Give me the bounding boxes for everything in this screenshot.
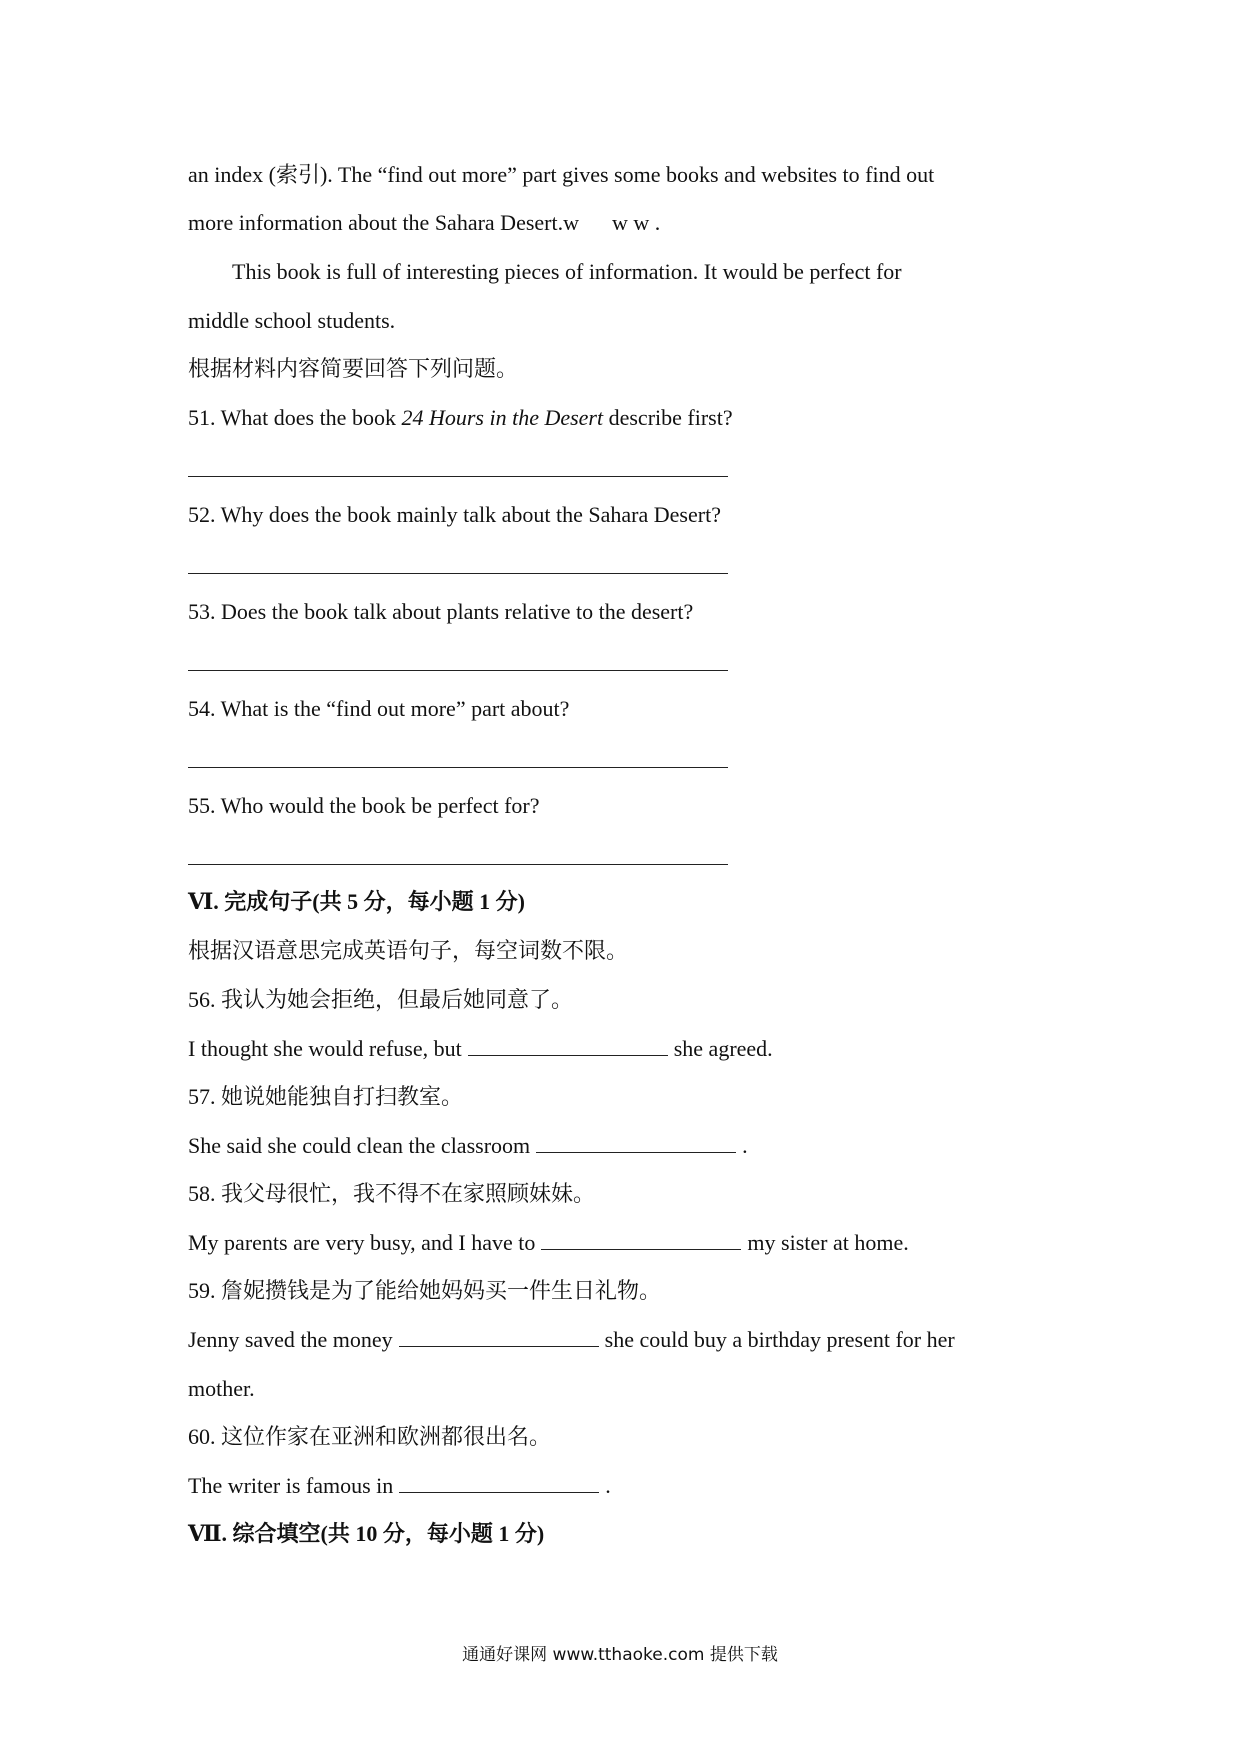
section6-heading: Ⅵ. 完成句子(共 5 分，每小题 1 分) xyxy=(188,889,525,914)
question-60-english xyxy=(188,1471,611,1501)
blank-56[interactable] xyxy=(468,1037,668,1056)
section5-instruction: 根据材料内容简要回答下列问题。 xyxy=(188,356,519,381)
answer-line-52[interactable] xyxy=(188,573,728,574)
blank-60[interactable] xyxy=(399,1474,599,1493)
question-54: 54. What is the “find out more” part about? xyxy=(188,696,570,721)
section6-instruction: 根据汉语意思完成英语句子，每空词数不限。 xyxy=(188,938,629,963)
question-58-start: My parents are very busy, and I have to xyxy=(188,1230,536,1255)
page-footer: 通通好课网 www.tthaoke.com 提供下载 xyxy=(462,1645,778,1665)
answer-line-54[interactable] xyxy=(188,767,728,768)
question-51-text: 51. What does the book xyxy=(188,405,402,430)
question-60-end: . xyxy=(605,1473,611,1498)
question-51-text-end: describe first? xyxy=(603,405,733,430)
question-60-start: The writer is famous in xyxy=(188,1473,394,1498)
question-59-end: she could buy a birthday present for her xyxy=(604,1327,955,1352)
question-60-chinese: 60. 这位作家在亚洲和欧洲都很出名。 xyxy=(188,1424,552,1449)
answer-line-51[interactable] xyxy=(188,476,728,477)
blank-57[interactable] xyxy=(536,1134,736,1153)
question-57-chinese: 57. 她说她能独自打扫教室。 xyxy=(188,1084,464,1109)
passage-line-1: an index (索引). The “find out more” part gives some books and websites to find out xyxy=(188,162,935,187)
section7-heading: Ⅶ. 综合填空(共 10 分，每小题 1 分) xyxy=(188,1521,545,1546)
question-59-continuation: mother. xyxy=(188,1376,255,1401)
question-59-start: Jenny saved the money xyxy=(188,1327,393,1352)
question-58-end: my sister at home. xyxy=(747,1230,909,1255)
question-58-english xyxy=(188,1228,909,1258)
answer-line-53[interactable] xyxy=(188,670,728,671)
question-59-chinese: 59. 詹妮攒钱是为了能给她妈妈买一件生日礼物。 xyxy=(188,1278,662,1303)
question-56-start: I thought she would refuse, but xyxy=(188,1036,462,1061)
question-56-english xyxy=(188,1034,773,1064)
question-52: 52. Why does the book mainly talk about the Sahara Desert? xyxy=(188,502,721,527)
question-51 xyxy=(188,403,733,433)
question-57-end: . xyxy=(742,1133,748,1158)
question-57-start: She said she could clean the classroom xyxy=(188,1133,531,1158)
blank-58[interactable] xyxy=(541,1231,741,1250)
answer-line-55[interactable] xyxy=(188,864,728,865)
question-56-end: she agreed. xyxy=(673,1036,773,1061)
passage-line-3: This book is full of interesting pieces of information. It would be perfect for xyxy=(232,259,902,284)
passage-line-2: more information about the Sahara Desert.w w w . xyxy=(188,210,661,235)
question-58-chinese: 58. 我父母很忙，我不得不在家照顾妹妹。 xyxy=(188,1181,596,1206)
question-57-english xyxy=(188,1131,748,1161)
question-59-english xyxy=(188,1325,955,1355)
book-title: 24 Hours in the Desert xyxy=(401,405,604,430)
question-56-chinese: 56. 我认为她会拒绝，但最后她同意了。 xyxy=(188,987,574,1012)
question-55: 55. Who would the book be perfect for? xyxy=(188,793,540,818)
passage-line-4: middle school students. xyxy=(188,308,396,333)
blank-59[interactable] xyxy=(399,1328,599,1347)
question-53: 53. Does the book talk about plants relative to the desert? xyxy=(188,599,694,624)
